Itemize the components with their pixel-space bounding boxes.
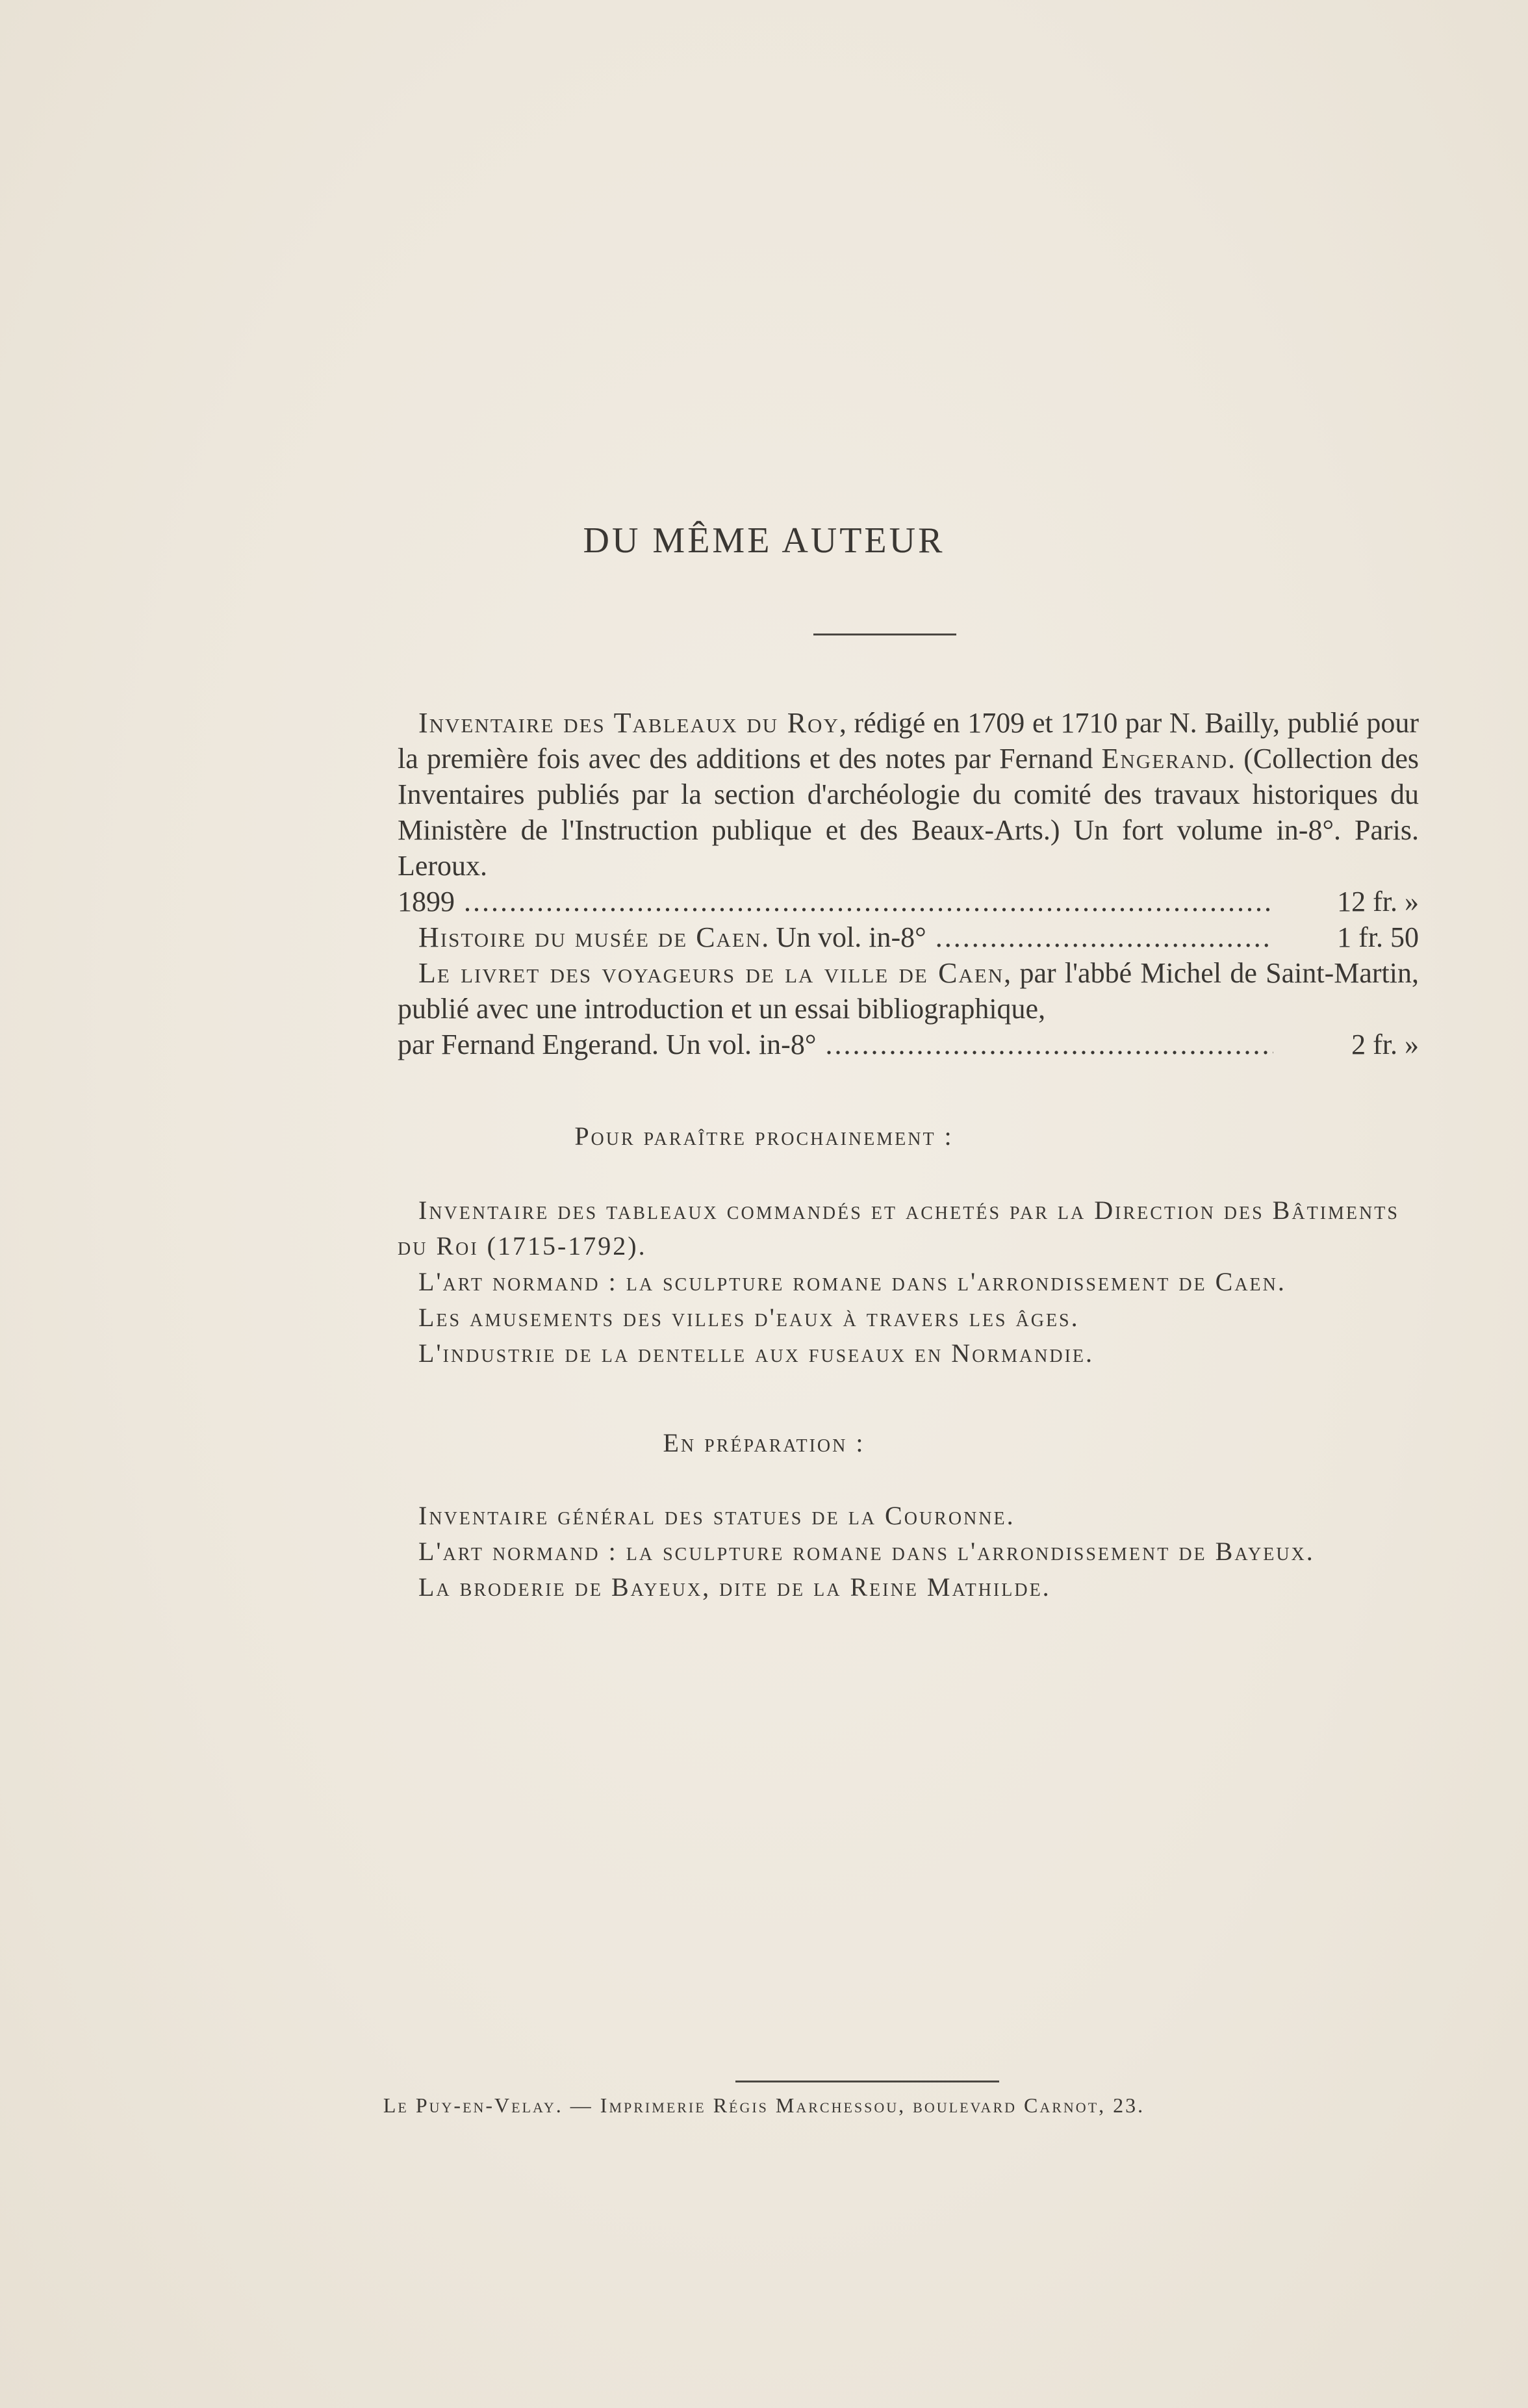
- work-price: 1 fr. 50: [1337, 921, 1419, 953]
- work-title: Le livret des voyageurs de la ville de Caen: [418, 957, 1004, 989]
- work-year: 1899 .....: [398, 884, 1273, 919]
- printer-imprint: Le Puy-en-Velay. — Imprimerie Régis Marchessou, boulevard Carnot, 23.: [383, 2094, 1145, 2117]
- list-item: Inventaire général des statues de la Couronne.: [418, 1501, 1015, 1530]
- work-price-row: [398, 1027, 1419, 1062]
- list-item: Inventaire des tableaux commandés et achetés par la Direction des Bâtiments du Roi (1715-1792).: [398, 1196, 1399, 1261]
- title-divider: [813, 634, 956, 635]
- work-description: , par l'abbé Michel de Saint-Martin, publié avec une introduction et un essai bibliographique,: [398, 957, 1419, 1025]
- works-list: [398, 705, 1419, 1062]
- work-title: Inventaire des Tableaux du Roy: [418, 707, 839, 739]
- work-title: Histoire du musée de Caen: [418, 921, 762, 953]
- work-description: , rédigé en 1709 et 1710 par N. Bailly, publié pour la première fois avec des additions et des notes par Fernand: [398, 707, 1420, 775]
- forthcoming-list: [398, 1192, 1419, 1371]
- list-item: L'art normand : la sculpture romane dans l'arrondissement de Bayeux.: [418, 1537, 1315, 1566]
- work-price-row: [398, 884, 1419, 919]
- work-price: 12 fr. »: [1337, 886, 1419, 917]
- list-item: L'art normand : la sculpture romane dans l'arrondissement de Caen.: [418, 1267, 1286, 1296]
- work-histoire-musee: [398, 919, 1419, 955]
- work-price: 2 fr. »: [1351, 1029, 1419, 1060]
- work-description-continued: . (Collection des Inventaires publiés par la section d'archéologie du comité des travaux historiques du Ministère de l'Instruction publique et des Beaux-Arts.) Un fort volume in-8°. Paris. Leroux.: [398, 743, 1419, 882]
- list-item: La broderie de Bayeux, dite de la Reine Mathilde.: [418, 1572, 1051, 1602]
- in-preparation-list: [398, 1498, 1419, 1605]
- forthcoming-heading: Pour paraître prochainement :: [574, 1121, 954, 1151]
- work-inventaire-roy: [398, 705, 1419, 884]
- in-preparation-heading: En préparation :: [663, 1428, 865, 1457]
- list-item: Les amusements des villes d'eaux à travers les âges.: [418, 1303, 1080, 1332]
- work-description: . Un vol. in-8°: [761, 921, 926, 953]
- work-livret: [398, 955, 1419, 1027]
- page-title: DU MÊME AUTEUR: [583, 520, 945, 561]
- list-item: L'industrie de la dentelle aux fuseaux en Normandie.: [418, 1338, 1095, 1368]
- work-description-last-line: par Fernand Engerand. Un vol. in-8° .....: [398, 1027, 1273, 1062]
- author-name: Engerand: [1101, 743, 1228, 775]
- footer-divider: [735, 2081, 999, 2082]
